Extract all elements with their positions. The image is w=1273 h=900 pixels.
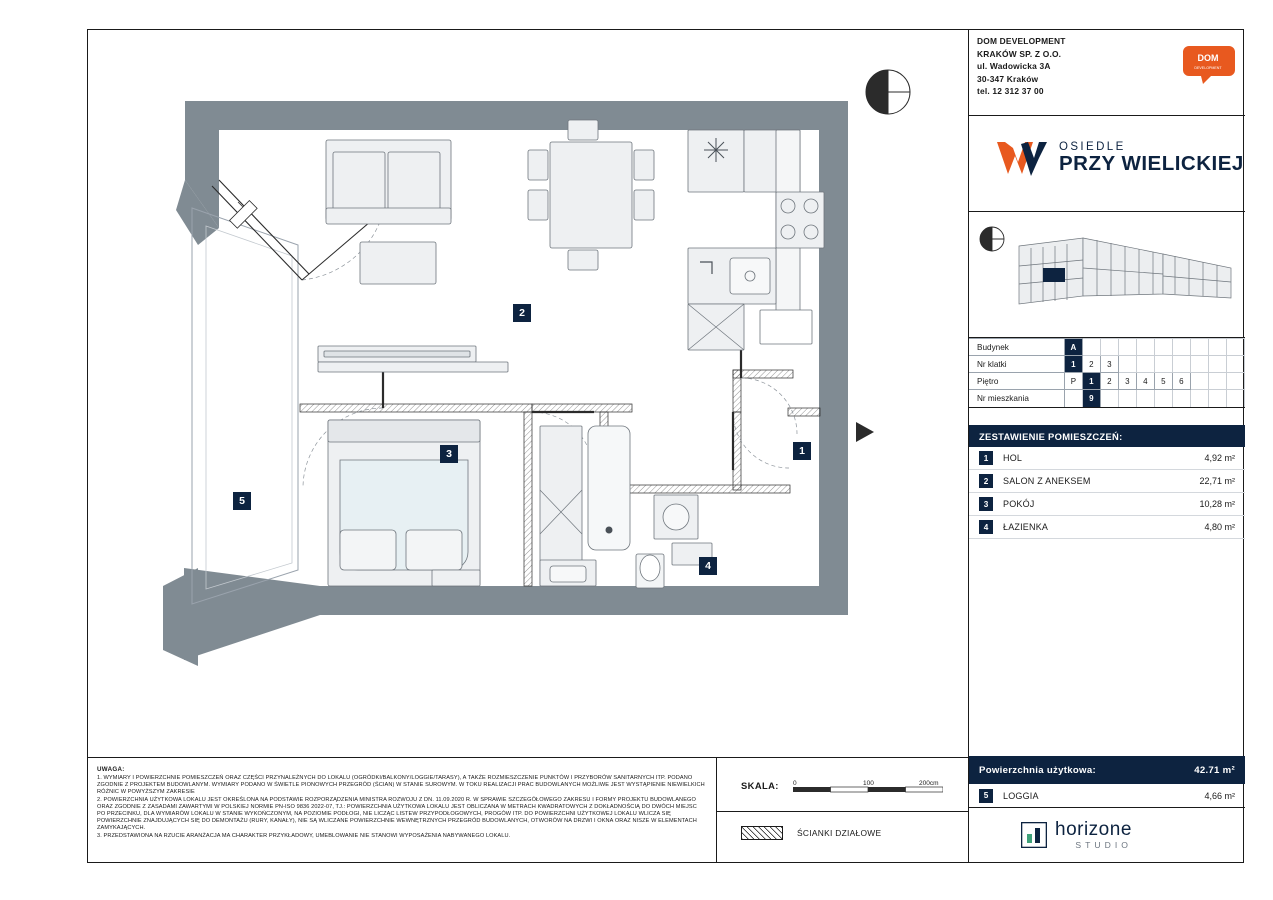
room-row-hol: [969, 447, 1245, 470]
compass-north: [866, 70, 910, 114]
estate-line-1: OSIEDLE: [1059, 141, 1126, 153]
cell-blank: [1136, 339, 1154, 356]
loggia-row: [969, 784, 1245, 808]
cell-blank: [1208, 390, 1226, 407]
rooms-schedule-header: ZESTAWIENIE POMIESZCZEŃ:: [969, 425, 1245, 447]
furniture-dining: [528, 120, 654, 270]
key-plan-block: [969, 212, 1245, 338]
cell-blank: [1064, 390, 1082, 407]
developer-line-2: KRAKÓW SP. Z O.O.: [977, 48, 1062, 59]
cell-budynek-a[interactable]: A: [1064, 339, 1082, 356]
room-marker-5: 5: [233, 492, 251, 510]
cell-blank: [1154, 390, 1172, 407]
cell-pietro-p[interactable]: P: [1064, 373, 1082, 390]
room-marker-2: 2: [513, 304, 531, 322]
room-marker-1: 1: [793, 442, 811, 460]
studio-logo-block: [969, 808, 1245, 863]
room-badge-1: 1: [979, 451, 993, 465]
furniture-bathroom: [540, 426, 712, 588]
estate-logo-block: [969, 116, 1245, 212]
cell-pietro-1[interactable]: 1: [1082, 373, 1100, 390]
row-label-mieszkanie: Nr mieszkania: [969, 390, 1064, 407]
room-row-pokoj: [969, 493, 1245, 516]
cell-blank: [1172, 356, 1190, 373]
cell-blank: [1154, 339, 1172, 356]
cell-blank: [1226, 356, 1244, 373]
cell-mieszkanie-9[interactable]: 9: [1082, 390, 1100, 407]
scale-label: SKALA:: [741, 780, 779, 791]
info-column: [968, 29, 1244, 863]
loggia-area: 4,66 m²: [1204, 790, 1235, 801]
room-row-salon: [969, 470, 1245, 493]
cell-blank: [1226, 390, 1244, 407]
row-label-klatka: Nr klatki: [969, 356, 1064, 373]
room-badge-3: 3: [979, 497, 993, 511]
loggia-badge-5: 5: [979, 789, 993, 803]
hatch-label: ŚCIANKI DZIAŁOWE: [797, 828, 882, 838]
key-plan-diagram: [1013, 224, 1237, 324]
dom-development-logo: [1181, 42, 1237, 88]
svg-text:0: 0: [793, 780, 797, 787]
total-value: 42.71 m²: [1194, 764, 1235, 776]
cell-blank: [1190, 339, 1208, 356]
room-marker-4: 4: [699, 557, 717, 575]
note-1: 1. WYMIARY I POWIERZCHNIE POMIESZCZEŃ ORAZ CZĘŚCI PRZYNALEŻNYCH DO LOKALU (OGRÓDKI/BALKONY/LOGGIE/TARASY), A TAKŻE ROZMIESZCZENIE PUNKTÓW I PRZYBORÓW SANITARNYCH ITP. PODANO ZGODNIE Z PROJEKTEM BUDOWLANYM. WYMIARY PODANO W ŚWIETLE PIONOWYCH PRZEGRÓD (ŚCIAN) W STANIE SUROWYM. W TOKU REALIZACJI PRAC BUDOWLANYCH MOŻLIWE JEST WYSTĄPIENIE NIEWIELKICH RÓŻNIC W POWYŻSZYM ZAKRESIE: [97, 775, 705, 796]
cell-blank: [1208, 339, 1226, 356]
room-name-lazienka: ŁAZIENKA: [1003, 522, 1049, 532]
table-row-klatka: [969, 356, 1245, 373]
hatch-swatch: [741, 826, 783, 840]
rooms-schedule: [969, 447, 1245, 539]
total-area-bar: [969, 756, 1245, 784]
room-marker-3: 3: [440, 445, 458, 463]
entrance-arrow: [856, 422, 874, 442]
cell-blank: [1154, 356, 1172, 373]
developer-line-1: DOM DEVELOPMENT: [977, 36, 1066, 46]
cell-blank: [1136, 390, 1154, 407]
table-row-budynek: [969, 339, 1245, 356]
cell-blank: [1190, 373, 1208, 390]
room-name-pokoj: POKÓJ: [1003, 499, 1035, 509]
furniture-kitchen: [688, 130, 824, 350]
cell-blank: [1208, 373, 1226, 390]
table-row-pietro: [969, 373, 1245, 390]
studio-sub: STUDIO: [1075, 840, 1132, 850]
developer-line-5: tel. 12 312 37 00: [977, 86, 1044, 97]
developer-block: [969, 29, 1245, 116]
cell-blank: [1172, 339, 1190, 356]
cell-blank: [1226, 339, 1244, 356]
cell-blank: [1190, 390, 1208, 407]
developer-line-3: ul. Wadowicka 3A: [977, 61, 1051, 72]
horizone-logo-mark: [1021, 822, 1047, 848]
room-area-lazienka: 4,80 m²: [1204, 522, 1235, 532]
cell-blank: [1136, 356, 1154, 373]
cell-blank: [1226, 373, 1244, 390]
cell-pietro-5[interactable]: 5: [1154, 373, 1172, 390]
legend-partition: [741, 826, 881, 840]
scale-bar: [793, 780, 943, 796]
cell-blank: [1100, 390, 1118, 407]
cell-klatka-3[interactable]: 3: [1100, 356, 1118, 373]
scale-legend-block: [716, 757, 968, 863]
total-label: Powierzchnia użytkowa:: [979, 764, 1096, 776]
estate-logo-mark: [995, 136, 1049, 180]
cell-blank: [1118, 356, 1136, 373]
room-name-salon: SALON Z ANEKSEM: [1003, 476, 1091, 486]
studio-name: horizone: [1055, 819, 1132, 840]
cell-blank: [1100, 339, 1118, 356]
apartment-plan: [88, 30, 967, 756]
notes-header: UWAGA:: [97, 766, 125, 773]
loggia-area: [192, 208, 298, 604]
room-row-lazienka: [969, 516, 1245, 539]
table-row-mieszkanie: [969, 390, 1245, 407]
building-info-table: [969, 338, 1245, 408]
furniture-living: [318, 140, 508, 372]
cell-blank: [1190, 356, 1208, 373]
room-area-salon: 22,71 m²: [1199, 476, 1235, 486]
estate-line-2: PRZY WIELICKIEJ: [1059, 151, 1244, 175]
note-2: 2. POWIERZCHNIA UŻYTKOWA LOKALU JEST OKREŚLONA NA PODSTAWIE ROZPORZĄDZENIA MINISTRA ROZWOJU Z DN. 11.09.2020 R. W SPRAWIE SZCZEGÓŁOWEGO ZAKRESU I FORMY PROJEKTU BUDOWLANEGO ORAZ ZGODNIE Z ZASADAMI ZAWARTYMI W POLSKIEJ NORMIE PN-ISO 9836 2022-07, TJ.: POWIERZCHNIA UŻYTKOWA LOKALU JEST OBLICZANA W METRACH KWADRATOWYCH Z DOKŁADNOŚCIĄ DO DWÓCH MIEJSC PO PRZECINKU, DLA WYMIARÓW LOKALU W STANIE WYKOŃCZONYM, NA POZIOMIE PODŁOGI, NIE LICZĄC LISTEW PRZYPODŁOGOWYCH, PROGÓW ITP. DO POWIERZCHNI UŻYTKOWEJ LOKALU WLICZA SIĘ POWIERZCHNIE ZNAJDUJĄCYCH SIĘ DO DEMONTAŻU (RURY, KANAŁY), NIE SĄ WLICZANE POWIERZCHNIE WEWNĘTRZNYCH PRZEGRÓD BUDOWLANYCH, OTWORÓW NA DRZWI I OKNA ORAZ NISZE W ELEMENTACH ZAMYKAJĄCYCH.: [97, 796, 697, 832]
key-compass-icon: [977, 224, 1007, 254]
room-badge-4: 4: [979, 520, 993, 534]
room-area-hol: 4,92 m²: [1204, 453, 1235, 463]
room-area-pokoj: 10,28 m²: [1199, 499, 1235, 509]
developer-line-4: 30-347 Kraków: [977, 73, 1039, 84]
row-label-budynek: Budynek: [969, 339, 1064, 356]
room-badge-2: 2: [979, 474, 993, 488]
cell-blank: [1118, 390, 1136, 407]
svg-text:DEVELOPMENT: DEVELOPMENT: [1194, 66, 1222, 70]
note-3: 3. PRZEDSTAWIONA NA RZUCIE ARANŻACJA MA CHARAKTER PRZYKŁADOWY, UMEBLOWANIE NIE STANOWI WYPOSAŻENIA NABYWANEGO LOKALU.: [97, 832, 511, 839]
loggia-name: LOGGIA: [1003, 790, 1039, 801]
room-name-hol: HOL: [1003, 453, 1023, 463]
cell-pietro-4[interactable]: 4: [1136, 373, 1154, 390]
svg-text:DOM: DOM: [1197, 53, 1219, 63]
row-label-pietro: Piętro: [969, 373, 1064, 390]
cell-klatka-2[interactable]: 2: [1082, 356, 1100, 373]
plan-svg: [88, 30, 967, 756]
cell-pietro-2[interactable]: 2: [1100, 373, 1118, 390]
cell-blank: [1118, 339, 1136, 356]
svg-text:200cm: 200cm: [919, 780, 939, 787]
cell-klatka-1[interactable]: 1: [1064, 356, 1082, 373]
cell-pietro-6[interactable]: 6: [1172, 373, 1190, 390]
cell-pietro-3[interactable]: 3: [1118, 373, 1136, 390]
cell-blank: [1172, 390, 1190, 407]
svg-text:100: 100: [863, 780, 874, 787]
cell-blank: [1082, 339, 1100, 356]
notes-block: [87, 757, 716, 863]
cell-blank: [1208, 356, 1226, 373]
